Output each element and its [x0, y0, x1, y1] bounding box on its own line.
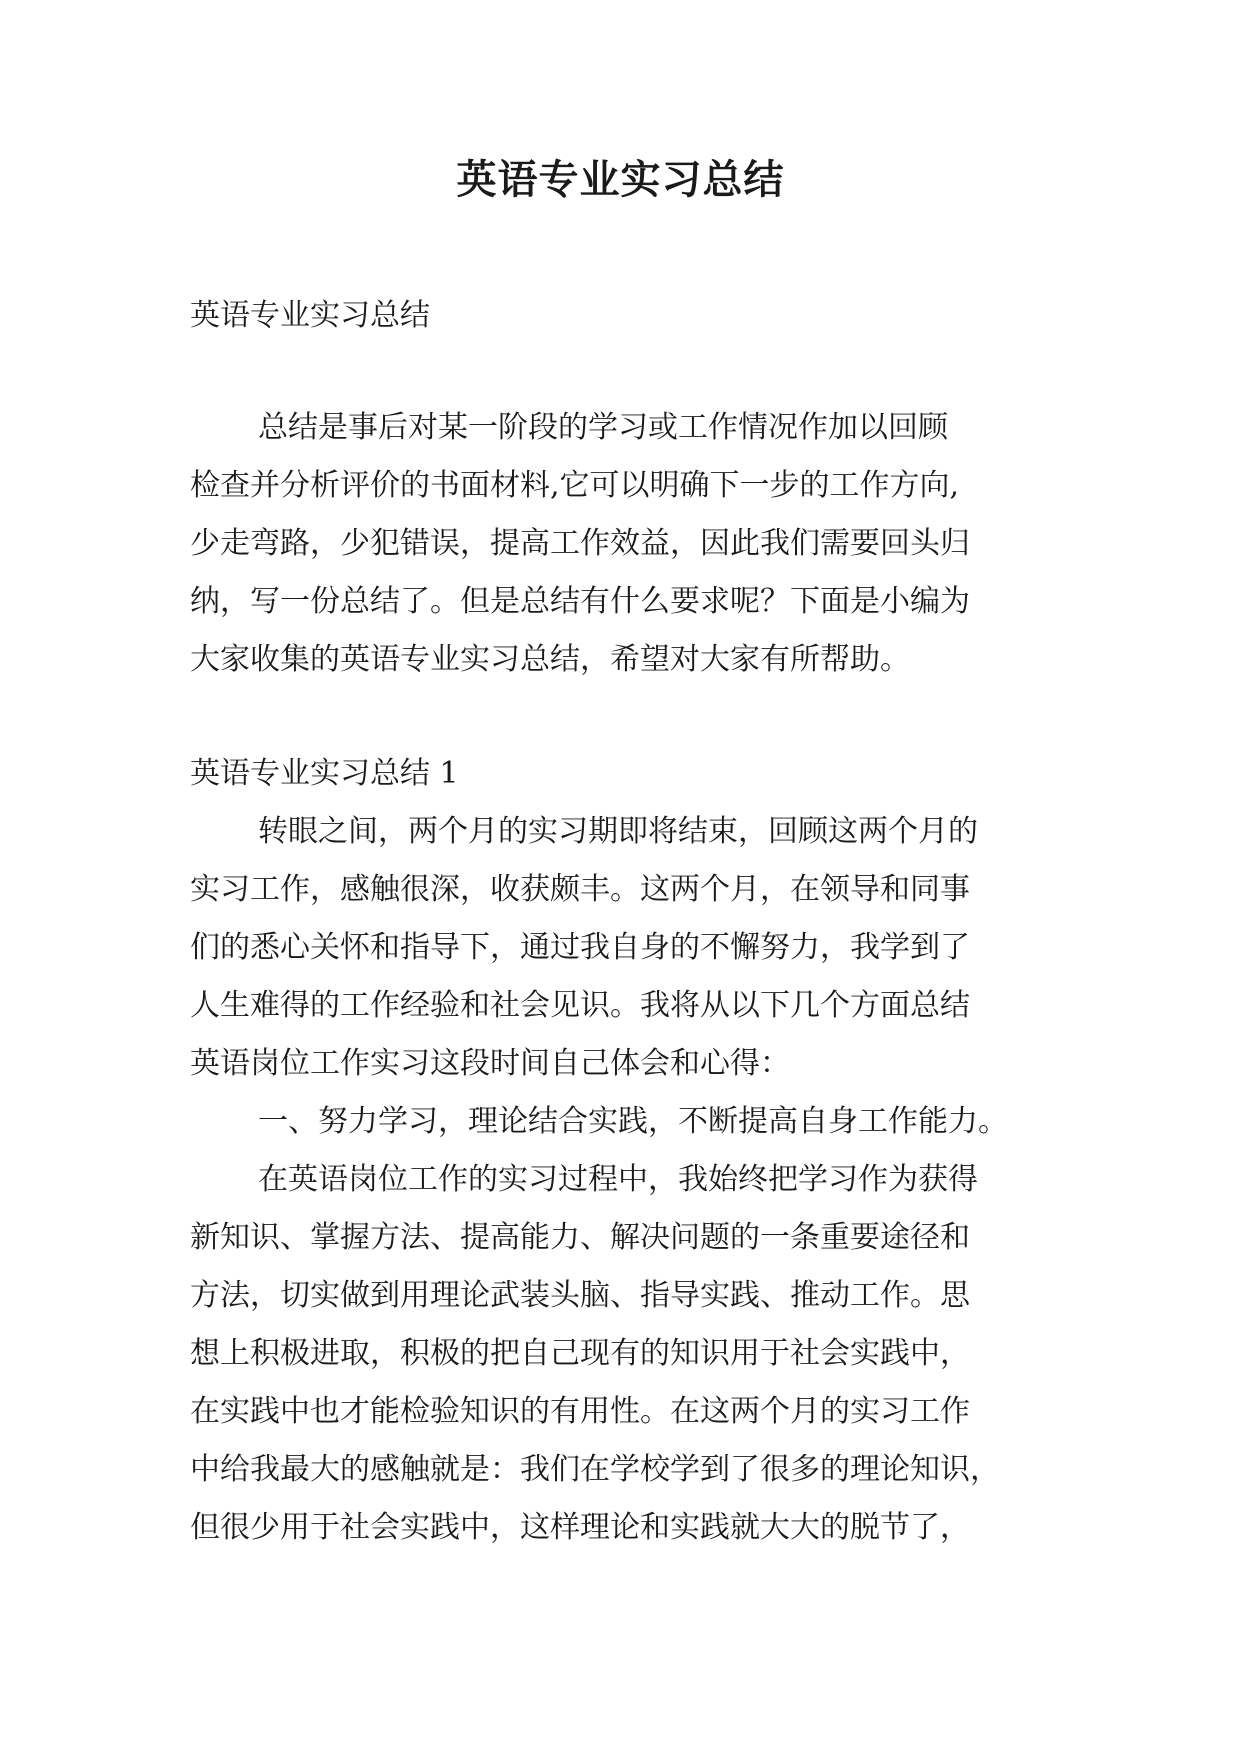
section-heading: 英语专业实习总结 1 — [190, 756, 459, 791]
intro-line: 总结是事后对某一阶段的学习或工作情况作加以回顾 — [258, 410, 948, 445]
paragraph-line: 转眼之间，两个月的实习期即将结束，回顾这两个月的 — [258, 814, 978, 849]
paragraph-line: 在英语岗位工作的实习过程中，我始终把学习作为获得 — [258, 1162, 978, 1197]
intro-line: 少走弯路，少犯错误，提高工作效益，因此我们需要回头归 — [190, 526, 970, 561]
paragraph-line: 想上积极进取，积极的把自己现有的知识用于社会实践中， — [190, 1336, 970, 1371]
paragraph-line: 但很少用于社会实践中，这样理论和实践就大大的脱节了， — [190, 1510, 970, 1545]
section1-point-1: 一、努力学习，理论结合实践，不断提高自身工作能力。 — [258, 1104, 1008, 1139]
intro-line: 大家收集的英语专业实习总结，希望对大家有所帮助。 — [190, 642, 910, 677]
paragraph-line: 中给我最大的感触就是：我们在学校学到了很多的理论知识， — [190, 1452, 1000, 1487]
paragraph-line: 英语岗位工作实习这段时间自己体会和心得： — [190, 1046, 790, 1081]
intro-line: 纳，写一份总结了。但是总结有什么要求呢？下面是小编为 — [190, 584, 970, 619]
intro-line: 检查并分析评价的书面材料,它可以明确下一步的工作方向, — [190, 468, 960, 503]
paragraph-line: 实习工作，感触很深，收获颇丰。这两个月，在领导和同事 — [190, 872, 970, 907]
document-subtitle: 英语专业实习总结 — [190, 298, 430, 333]
paragraph-line: 新知识、掌握方法、提高能力、解决问题的一条重要途径和 — [190, 1220, 970, 1255]
paragraph-line: 们的悉心关怀和指导下，通过我自身的不懈努力，我学到了 — [190, 930, 970, 965]
document-title: 英语专业实习总结 — [456, 156, 785, 203]
paragraph-line: 在实践中也才能检验知识的有用性。在这两个月的实习工作 — [190, 1394, 970, 1429]
paragraph-line: 方法，切实做到用理论武装头脑、指导实践、推动工作。思 — [190, 1278, 970, 1313]
paragraph-line: 人生难得的工作经验和社会见识。我将从以下几个方面总结 — [190, 988, 970, 1023]
